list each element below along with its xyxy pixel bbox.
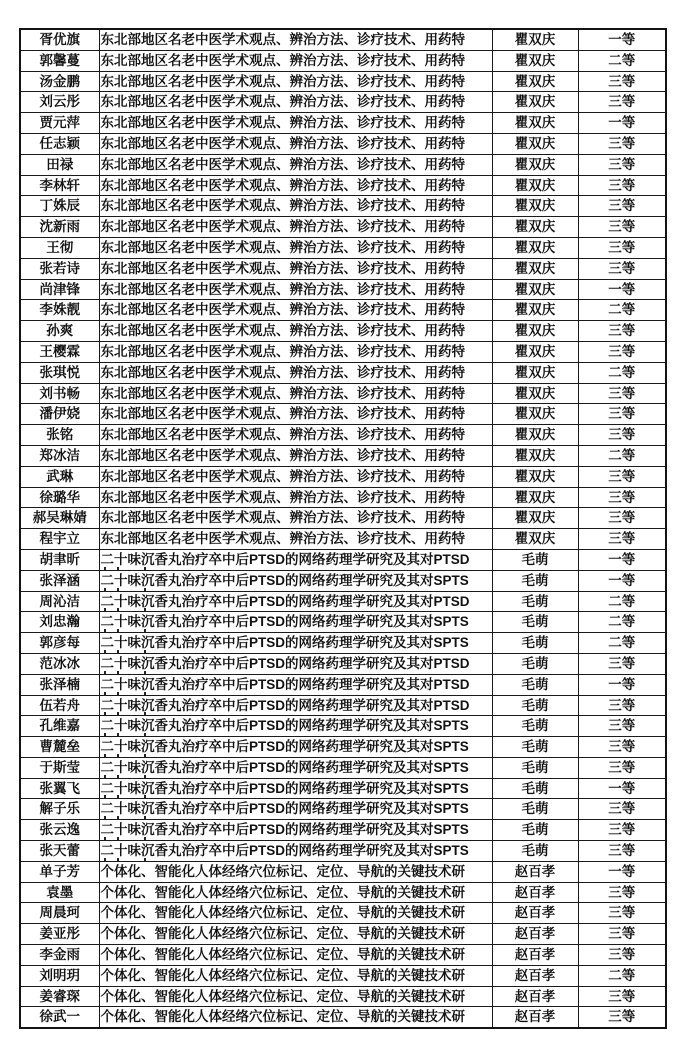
award-level-cell: 三等	[578, 882, 666, 903]
project-title-cell: 东北部地区名老中医学术观点、辨治方法、诊疗技术、用药特	[99, 217, 492, 238]
award-level-cell: 二等	[578, 965, 666, 986]
student-name-cell: 张天蕾	[20, 841, 99, 862]
student-name-cell: 张泽涵	[20, 570, 99, 591]
student-name-cell: 孙爽	[20, 321, 99, 342]
award-level-cell: 三等	[578, 196, 666, 217]
student-name-cell: 李姝靓	[20, 300, 99, 321]
advisor-name-cell: 瞿双庆	[492, 383, 578, 404]
project-title-cell: 东北部地区名老中医学术观点、辨治方法、诊疗技术、用药特	[99, 466, 492, 487]
award-level-cell: 三等	[578, 466, 666, 487]
student-name-cell: 刘书畅	[20, 383, 99, 404]
student-name-cell: 李林轩	[20, 175, 99, 196]
table-row	[20, 570, 666, 591]
award-level-cell: 二等	[578, 300, 666, 321]
project-title-cell: 东北部地区名老中医学术观点、辨治方法、诊疗技术、用药特	[99, 529, 492, 550]
advisor-name-cell: 瞿双庆	[492, 237, 578, 258]
table-row	[20, 612, 666, 633]
student-name-cell: 张翼飞	[20, 778, 99, 799]
advisor-name-cell: 瞿双庆	[492, 445, 578, 466]
project-title-cell: 东北部地区名老中医学术观点、辨治方法、诊疗技术、用药特	[99, 175, 492, 196]
project-title-cell: 东北部地区名老中医学术观点、辨治方法、诊疗技术、用药特	[99, 133, 492, 154]
student-name-cell: 任志颖	[20, 133, 99, 154]
advisor-name-cell: 瞿双庆	[492, 425, 578, 446]
project-title-cell: 个体化、智能化人体经络穴位标记、定位、导航的关键技术研	[99, 945, 492, 966]
advisor-name-cell: 毛萌	[492, 799, 578, 820]
advisor-name-cell: 赵百孝	[492, 924, 578, 945]
student-name-cell: 刘云彤	[20, 92, 99, 113]
table-row	[20, 133, 666, 154]
project-title-cell: 二十味沉香丸治疗卒中后PTSD的网络药理学研究及其对PTSD	[99, 653, 492, 674]
award-level-cell: 一等	[578, 549, 666, 570]
student-name-cell: 贾元萍	[20, 113, 99, 134]
student-name-cell: 张琪悦	[20, 362, 99, 383]
table-row	[20, 341, 666, 362]
award-level-cell: 一等	[578, 778, 666, 799]
student-name-cell: 单子芳	[20, 861, 99, 882]
table-row	[20, 404, 666, 425]
project-title-cell: 东北部地区名老中医学术观点、辨治方法、诊疗技术、用药特	[99, 29, 492, 50]
table-row	[20, 237, 666, 258]
results-table-body	[20, 29, 666, 1028]
advisor-name-cell: 毛萌	[492, 570, 578, 591]
advisor-name-cell: 瞿双庆	[492, 487, 578, 508]
table-row	[20, 508, 666, 529]
table-row	[20, 113, 666, 134]
table-row	[20, 965, 666, 986]
student-name-cell: 武琳	[20, 466, 99, 487]
table-row	[20, 175, 666, 196]
table-row	[20, 716, 666, 737]
award-level-cell: 三等	[578, 133, 666, 154]
student-name-cell: 于斯莹	[20, 757, 99, 778]
advisor-name-cell: 毛萌	[492, 778, 578, 799]
student-name-cell: 徐璐华	[20, 487, 99, 508]
advisor-name-cell: 瞿双庆	[492, 217, 578, 238]
table-row	[20, 529, 666, 550]
student-name-cell: 刘忠瀚	[20, 612, 99, 633]
award-level-cell: 二等	[578, 445, 666, 466]
scanned-sheet	[19, 28, 667, 1029]
advisor-name-cell: 瞿双庆	[492, 133, 578, 154]
advisor-name-cell: 毛萌	[492, 549, 578, 570]
advisor-name-cell: 赵百孝	[492, 945, 578, 966]
award-level-cell: 一等	[578, 570, 666, 591]
project-title-cell: 个体化、智能化人体经络穴位标记、定位、导航的关键技术研	[99, 986, 492, 1007]
award-level-cell: 三等	[578, 841, 666, 862]
project-title-cell: 二十味沉香丸治疗卒中后PTSD的网络药理学研究及其对SPTS	[99, 820, 492, 841]
project-title-cell: 个体化、智能化人体经络穴位标记、定位、导航的关键技术研	[99, 861, 492, 882]
student-name-cell: 解子乐	[20, 799, 99, 820]
advisor-name-cell: 瞿双庆	[492, 92, 578, 113]
advisor-name-cell: 毛萌	[492, 737, 578, 758]
project-title-cell: 二十味沉香丸治疗卒中后PTSD的网络药理学研究及其对SPTS	[99, 799, 492, 820]
student-name-cell: 周沁洁	[20, 591, 99, 612]
project-title-cell: 东北部地区名老中医学术观点、辨治方法、诊疗技术、用药特	[99, 341, 492, 362]
advisor-name-cell: 瞿双庆	[492, 362, 578, 383]
table-row	[20, 549, 666, 570]
student-name-cell: 胡聿昕	[20, 549, 99, 570]
award-level-cell: 三等	[578, 529, 666, 550]
award-level-cell: 二等	[578, 50, 666, 71]
student-name-cell: 丁姝辰	[20, 196, 99, 217]
award-level-cell: 二等	[578, 591, 666, 612]
project-title-cell: 二十味沉香丸治疗卒中后PTSD的网络药理学研究及其对PTSD	[99, 549, 492, 570]
advisor-name-cell: 瞿双庆	[492, 196, 578, 217]
table-row	[20, 591, 666, 612]
student-name-cell: 袁墨	[20, 882, 99, 903]
advisor-name-cell: 赵百孝	[492, 903, 578, 924]
project-title-cell: 个体化、智能化人体经络穴位标记、定位、导航的关键技术研	[99, 903, 492, 924]
project-title-cell: 个体化、智能化人体经络穴位标记、定位、导航的关键技术研	[99, 924, 492, 945]
award-level-cell: 一等	[578, 279, 666, 300]
table-row	[20, 92, 666, 113]
student-name-cell: 刘明玥	[20, 965, 99, 986]
project-title-cell: 个体化、智能化人体经络穴位标记、定位、导航的关键技术研	[99, 882, 492, 903]
advisor-name-cell: 毛萌	[492, 653, 578, 674]
advisor-name-cell: 赵百孝	[492, 1007, 578, 1028]
student-name-cell: 郭彦每	[20, 633, 99, 654]
table-row	[20, 154, 666, 175]
project-title-cell: 二十味沉香丸治疗卒中后PTSD的网络药理学研究及其对SPTS	[99, 737, 492, 758]
advisor-name-cell: 瞿双庆	[492, 71, 578, 92]
advisor-name-cell: 毛萌	[492, 841, 578, 862]
table-row	[20, 903, 666, 924]
student-name-cell: 王彻	[20, 237, 99, 258]
project-title-cell: 东北部地区名老中医学术观点、辨治方法、诊疗技术、用药特	[99, 50, 492, 71]
table-row	[20, 633, 666, 654]
student-name-cell: 郭馨蔓	[20, 50, 99, 71]
student-name-cell: 姜睿琛	[20, 986, 99, 1007]
project-title-cell: 二十味沉香丸治疗卒中后PTSD的网络药理学研究及其对SPTS	[99, 757, 492, 778]
advisor-name-cell: 赵百孝	[492, 861, 578, 882]
award-level-cell: 三等	[578, 903, 666, 924]
advisor-name-cell: 瞿双庆	[492, 466, 578, 487]
award-level-cell: 三等	[578, 383, 666, 404]
award-level-cell: 三等	[578, 986, 666, 1007]
student-name-cell: 郝吴琳婧	[20, 508, 99, 529]
project-title-cell: 二十味沉香丸治疗卒中后PTSD的网络药理学研究及其对PTSD	[99, 591, 492, 612]
project-title-cell: 个体化、智能化人体经络穴位标记、定位、导航的关键技术研	[99, 965, 492, 986]
advisor-name-cell: 瞿双庆	[492, 300, 578, 321]
award-level-cell: 三等	[578, 175, 666, 196]
student-name-cell: 张若诗	[20, 258, 99, 279]
project-title-cell: 东北部地区名老中医学术观点、辨治方法、诊疗技术、用药特	[99, 300, 492, 321]
student-name-cell: 姜亚彤	[20, 924, 99, 945]
award-level-cell: 三等	[578, 258, 666, 279]
project-title-cell: 二十味沉香丸治疗卒中后PTSD的网络药理学研究及其对SPTS	[99, 778, 492, 799]
project-title-cell: 东北部地区名老中医学术观点、辨治方法、诊疗技术、用药特	[99, 279, 492, 300]
advisor-name-cell: 毛萌	[492, 757, 578, 778]
advisor-name-cell: 赵百孝	[492, 965, 578, 986]
table-row	[20, 196, 666, 217]
advisor-name-cell: 瞿双庆	[492, 154, 578, 175]
project-title-cell: 东北部地区名老中医学术观点、辨治方法、诊疗技术、用药特	[99, 508, 492, 529]
advisor-name-cell: 瞿双庆	[492, 258, 578, 279]
student-name-cell: 田禄	[20, 154, 99, 175]
project-title-cell: 二十味沉香丸治疗卒中后PTSD的网络药理学研究及其对SPTS	[99, 612, 492, 633]
table-row	[20, 945, 666, 966]
advisor-name-cell: 瞿双庆	[492, 50, 578, 71]
student-name-cell: 汤金鹏	[20, 71, 99, 92]
award-level-cell: 三等	[578, 1007, 666, 1028]
student-name-cell: 胥优旗	[20, 29, 99, 50]
award-level-cell: 三等	[578, 716, 666, 737]
advisor-name-cell: 瞿双庆	[492, 113, 578, 134]
project-title-cell: 东北部地区名老中医学术观点、辨治方法、诊疗技术、用药特	[99, 154, 492, 175]
award-level-cell: 三等	[578, 92, 666, 113]
student-name-cell: 郑冰洁	[20, 445, 99, 466]
advisor-name-cell: 瞿双庆	[492, 279, 578, 300]
advisor-name-cell: 瞿双庆	[492, 175, 578, 196]
table-row	[20, 1007, 666, 1028]
table-row	[20, 695, 666, 716]
award-level-cell: 三等	[578, 695, 666, 716]
project-title-cell: 东北部地区名老中医学术观点、辨治方法、诊疗技术、用药特	[99, 383, 492, 404]
advisor-name-cell: 瞿双庆	[492, 508, 578, 529]
award-level-cell: 三等	[578, 425, 666, 446]
project-title-cell: 东北部地区名老中医学术观点、辨治方法、诊疗技术、用药特	[99, 71, 492, 92]
project-title-cell: 东北部地区名老中医学术观点、辨治方法、诊疗技术、用药特	[99, 487, 492, 508]
award-level-cell: 三等	[578, 237, 666, 258]
project-title-cell: 个体化、智能化人体经络穴位标记、定位、导航的关键技术研	[99, 1007, 492, 1028]
project-title-cell: 东北部地区名老中医学术观点、辨治方法、诊疗技术、用药特	[99, 258, 492, 279]
table-row	[20, 279, 666, 300]
advisor-name-cell: 毛萌	[492, 612, 578, 633]
award-level-cell: 三等	[578, 154, 666, 175]
table-row	[20, 466, 666, 487]
project-title-cell: 东北部地区名老中医学术观点、辨治方法、诊疗技术、用药特	[99, 196, 492, 217]
table-row	[20, 799, 666, 820]
student-name-cell: 张铭	[20, 425, 99, 446]
table-row	[20, 882, 666, 903]
project-title-cell: 二十味沉香丸治疗卒中后PTSD的网络药理学研究及其对PTSD	[99, 695, 492, 716]
advisor-name-cell: 瞿双庆	[492, 404, 578, 425]
student-name-cell: 王樱霖	[20, 341, 99, 362]
award-level-cell: 三等	[578, 653, 666, 674]
table-row	[20, 841, 666, 862]
project-title-cell: 东北部地区名老中医学术观点、辨治方法、诊疗技术、用药特	[99, 425, 492, 446]
table-row	[20, 445, 666, 466]
student-name-cell: 徐武一	[20, 1007, 99, 1028]
table-row	[20, 425, 666, 446]
table-row	[20, 820, 666, 841]
student-name-cell: 李金雨	[20, 945, 99, 966]
advisor-name-cell: 毛萌	[492, 591, 578, 612]
award-level-cell: 二等	[578, 633, 666, 654]
award-level-cell: 三等	[578, 945, 666, 966]
advisor-name-cell: 瞿双庆	[492, 529, 578, 550]
advisor-name-cell: 赵百孝	[492, 986, 578, 1007]
project-title-cell: 东北部地区名老中医学术观点、辨治方法、诊疗技术、用药特	[99, 445, 492, 466]
project-title-cell: 东北部地区名老中医学术观点、辨治方法、诊疗技术、用药特	[99, 113, 492, 134]
award-level-cell: 三等	[578, 321, 666, 342]
award-level-cell: 一等	[578, 674, 666, 695]
table-row	[20, 50, 666, 71]
award-level-cell: 二等	[578, 612, 666, 633]
table-row	[20, 300, 666, 321]
table-row	[20, 861, 666, 882]
table-row	[20, 737, 666, 758]
table-row	[20, 71, 666, 92]
table-row	[20, 362, 666, 383]
advisor-name-cell: 毛萌	[492, 674, 578, 695]
project-title-cell: 二十味沉香丸治疗卒中后PTSD的网络药理学研究及其对SPTS	[99, 570, 492, 591]
project-title-cell: 二十味沉香丸治疗卒中后PTSD的网络药理学研究及其对SPTS	[99, 716, 492, 737]
student-name-cell: 伍若舟	[20, 695, 99, 716]
student-name-cell: 范冰冰	[20, 653, 99, 674]
award-level-cell: 三等	[578, 487, 666, 508]
student-name-cell: 潘伊娆	[20, 404, 99, 425]
project-title-cell: 东北部地区名老中医学术观点、辨治方法、诊疗技术、用药特	[99, 92, 492, 113]
award-level-cell: 一等	[578, 861, 666, 882]
table-row	[20, 258, 666, 279]
award-level-cell: 三等	[578, 71, 666, 92]
award-level-cell: 三等	[578, 508, 666, 529]
project-title-cell: 东北部地区名老中医学术观点、辨治方法、诊疗技术、用药特	[99, 237, 492, 258]
student-name-cell: 尚津锋	[20, 279, 99, 300]
advisor-name-cell: 瞿双庆	[492, 29, 578, 50]
award-level-cell: 三等	[578, 404, 666, 425]
student-name-cell: 沈新雨	[20, 217, 99, 238]
award-level-cell: 三等	[578, 924, 666, 945]
advisor-name-cell: 毛萌	[492, 695, 578, 716]
project-title-cell: 东北部地区名老中医学术观点、辨治方法、诊疗技术、用药特	[99, 321, 492, 342]
table-row	[20, 924, 666, 945]
award-level-cell: 三等	[578, 757, 666, 778]
advisor-name-cell: 瞿双庆	[492, 321, 578, 342]
project-title-cell: 东北部地区名老中医学术观点、辨治方法、诊疗技术、用药特	[99, 404, 492, 425]
award-level-cell: 二等	[578, 362, 666, 383]
student-name-cell: 曹麓垒	[20, 737, 99, 758]
student-name-cell: 周晨珂	[20, 903, 99, 924]
student-name-cell: 张云逸	[20, 820, 99, 841]
award-level-cell: 一等	[578, 113, 666, 134]
student-name-cell: 孔维嘉	[20, 716, 99, 737]
student-name-cell: 程宇立	[20, 529, 99, 550]
advisor-name-cell: 毛萌	[492, 716, 578, 737]
table-row	[20, 29, 666, 50]
table-row	[20, 217, 666, 238]
table-row	[20, 653, 666, 674]
advisor-name-cell: 毛萌	[492, 633, 578, 654]
advisor-name-cell: 毛萌	[492, 820, 578, 841]
table-row	[20, 383, 666, 404]
table-row	[20, 321, 666, 342]
award-level-cell: 三等	[578, 820, 666, 841]
student-name-cell: 张泽楠	[20, 674, 99, 695]
project-title-cell: 二十味沉香丸治疗卒中后PTSD的网络药理学研究及其对PTSD	[99, 674, 492, 695]
project-title-cell: 二十味沉香丸治疗卒中后PTSD的网络药理学研究及其对SPTS	[99, 841, 492, 862]
table-row	[20, 674, 666, 695]
project-title-cell: 二十味沉香丸治疗卒中后PTSD的网络药理学研究及其对SPTS	[99, 633, 492, 654]
award-level-cell: 一等	[578, 29, 666, 50]
award-level-cell: 三等	[578, 341, 666, 362]
award-level-cell: 三等	[578, 217, 666, 238]
table-row	[20, 487, 666, 508]
advisor-name-cell: 瞿双庆	[492, 341, 578, 362]
project-title-cell: 东北部地区名老中医学术观点、辨治方法、诊疗技术、用药特	[99, 362, 492, 383]
table-row	[20, 778, 666, 799]
table-row	[20, 757, 666, 778]
table-row	[20, 986, 666, 1007]
award-results-table	[19, 28, 667, 1029]
award-level-cell: 三等	[578, 737, 666, 758]
advisor-name-cell: 赵百孝	[492, 882, 578, 903]
award-level-cell: 三等	[578, 799, 666, 820]
